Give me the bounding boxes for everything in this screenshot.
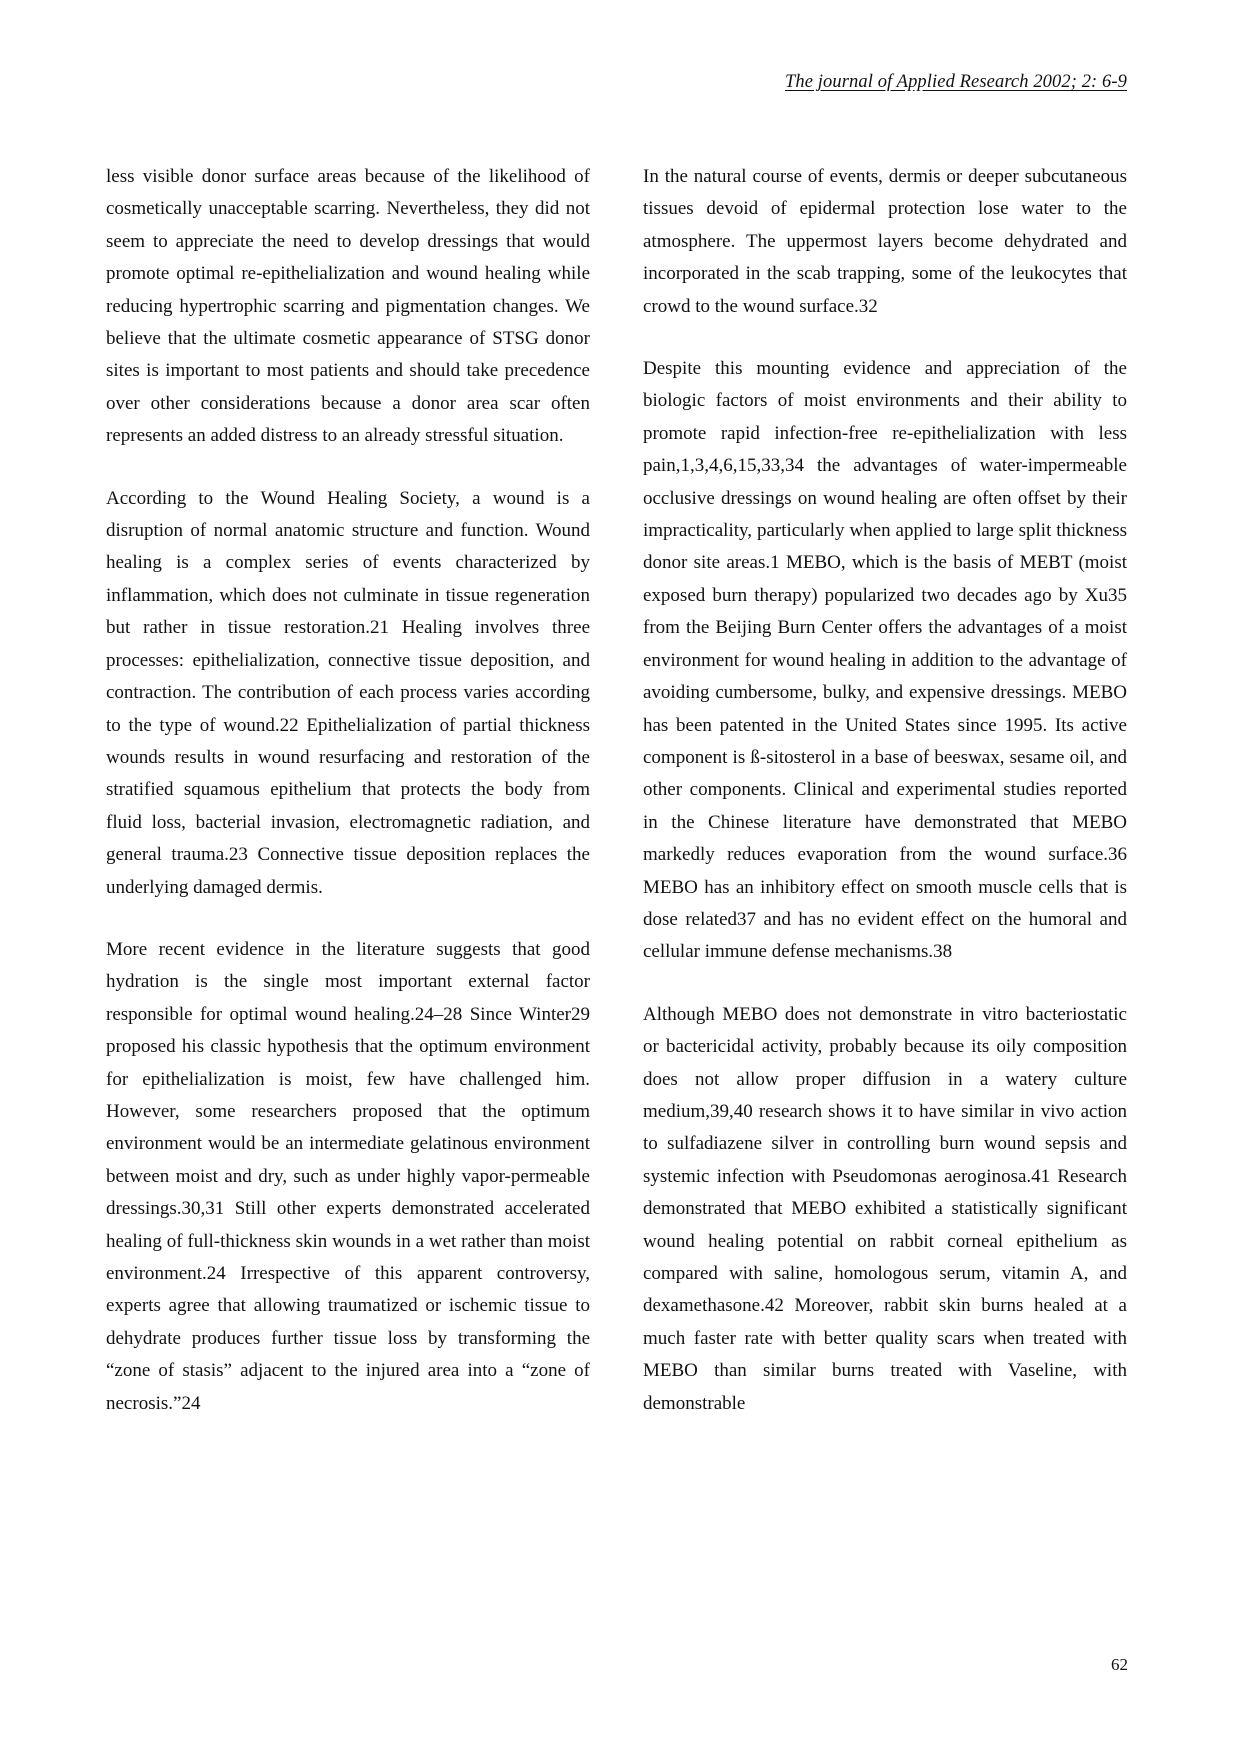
left-column — [106, 161, 590, 1450]
paragraph: According to the Wound Healing Society, a wound is a disruption of normal anatomic structure and function. Wound healing is a complex series of events characterized by inflammation, which does not culminate in tissue regeneration but rather in tissue restoration.21 Healing involves three processes: epithelialization, connective tissue deposition, and contraction. The contribution of each process varies according to the type of wound.22 Epithelialization of partial thickness wounds results in wound resurfacing and restoration of the stratified squamous epithelium that protects the body from fluid loss, bacterial invasion, electromagnetic radiation, and general trauma.23 Connective tissue deposition replaces the underlying damaged dermis. — [106, 487, 590, 898]
page-number: 62 — [1111, 1655, 1128, 1674]
right-column — [643, 161, 1127, 1450]
paragraph: Despite this mounting evidence and appreciation of the biologic factors of moist environments and their ability to promote rapid infection-free re-epithelialization with less pain,1,3,4,6,15,33,34 the advantages of water-impermeable occlusive dressings on wound healing are often offset by their impracticality, particularly when applied to large split thickness donor site areas.1 MEBO, which is the basis of MEBT (moist exposed burn therapy) popularized two decades ago by Xu35 from the Beijing Burn Center offers the advantages of a moist environment for wound healing in addition to the advantage of avoiding cumbersome, bulky, and expensive dressings. MEBO has been patented in the United States since 1995. Its active component is ß-sitosterol in a base of beeswax, sesame oil, and other components. Clinical and experimental studies reported in the Chinese literature have demonstrated that MEBO markedly reduces evaporation from the wound surface.36 MEBO has an inhibitory effect on smooth muscle cells that is dose related37 and has no evident effect on the humoral and cellular immune defense mechanisms.38 — [643, 358, 1127, 963]
running-head: The journal of Applied Research 2002; 2: 6-9 — [785, 72, 1127, 92]
paragraph: In the natural course of events, dermis or deeper subcutaneous tissues devoid of epidermal protection lose water to the atmosphere. The uppermost layers become dehydrated and incorporated in the scab trapping, some of the leukocytes that crowd to the wound surface.32 — [643, 166, 1127, 317]
paragraph: More recent evidence in the literature suggests that good hydration is the single most important external factor responsible for optimal wound healing.24–28 Since Winter29 proposed his classic hypothesis that the optimum environment for epithelialization is moist, few have challenged him. However, some researchers proposed that the optimum environment would be an intermediate gelatinous environment between moist and dry, such as under highly vapor-permeable dressings.30,31 Still other experts demonstrated accelerated healing of full-thickness skin wounds in a wet rather than moist environment.24 Irrespective of this apparent controversy, experts agree that allowing traumatized or ischemic tissue to dehydrate produces further tissue loss by transforming the “zone of stasis” adjacent to the injured area into a “zone of necrosis.”24 — [106, 938, 590, 1414]
paragraph: less visible donor surface areas because of the likelihood of cosmetically unacceptable scarring. Nevertheless, they did not seem to appreciate the need to develop dressings that would promote optimal re-epithelialization and wound healing while reducing hypertrophic scarring and pigmentation changes. We believe that the ultimate cosmetic appearance of STSG donor sites is important to most patients and should take precedence over other considerations because a donor area scar often represents an added distress to an already stressful situation. — [106, 166, 590, 447]
paragraph: Although MEBO does not demonstrate in vitro bacteriostatic or bactericidal activity, probably because its oily composition does not allow proper diffusion in a watery culture medium,39,40 research shows it to have similar in vivo action to sulfadiazene silver in controlling burn wound sepsis and systemic infection with Pseudomonas aeroginosa.41 Research demonstrated that MEBO exhibited a statistically significant wound healing potential on rabbit corneal epithelium as compared with saline, homologous serum, vitamin A, and dexamethasone.42 Moreover, rabbit skin burns healed at a much faster rate with better quality scars when treated with MEBO than similar burns treated with Vaseline, with demonstrable — [643, 1003, 1127, 1414]
